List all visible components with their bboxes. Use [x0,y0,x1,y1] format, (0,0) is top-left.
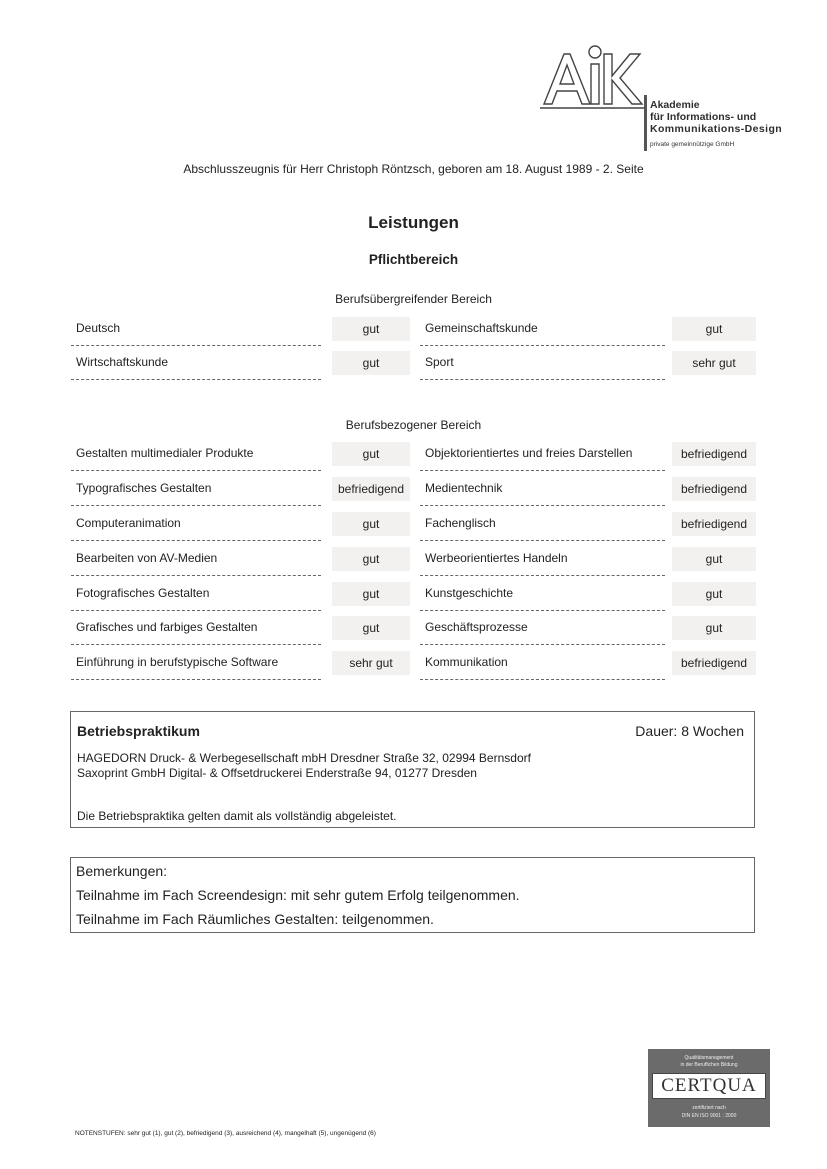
seal-bottom-line-1: zertifiziert nach [692,1105,726,1111]
remarks-box [70,857,755,933]
subject-grade: befriedigend [672,477,756,501]
subject-grade: befriedigend [332,477,410,501]
subject-grade: gut [332,351,410,375]
page-title: Leistungen [368,213,459,232]
subject-grade: gut [672,582,756,606]
logo-divider [644,95,647,151]
subject-name: Grafisches und farbiges Gestalten [71,610,321,645]
document-header: Abschlusszeugnis für Herr Christoph Röntzsch, geboren am 18. August 1989 - 2. Seite [183,162,644,176]
subject-grade: befriedigend [672,442,756,466]
subject-grade: sehr gut [672,351,756,375]
aik-logo [540,42,650,117]
section-heading-general: Berufsübergreifender Bereich [335,292,492,306]
internship-company-1: HAGEDORN Druck- & Werbegesellschaft mbH Dresdner Straße 32, 02994 Bernsdorf [77,751,531,765]
grade-scale-footer: NOTENSTUFEN: sehr gut (1), gut (2), befriedigend (3), ausreichend (4), mangelhaft (5), ungenügend (6) [75,1130,376,1137]
seal-bottom-line-2: DIN EN ISO 9001 : 2000 [681,1113,737,1119]
subject-name: Typografisches Gestalten [71,471,321,506]
subject-name: Gemeinschaftskunde [420,311,665,346]
page-subtitle: Pflichtbereich [368,252,459,267]
subject-grade: gut [332,512,410,536]
internship-duration: Dauer: 8 Wochen [635,723,744,739]
subject-grade: gut [332,317,410,341]
subject-name: Kunstgeschichte [420,576,665,611]
subject-name: Objektorientiertes und freies Darstellen [420,436,665,471]
section-heading-vocational: Berufsbezogener Bereich [345,418,482,432]
subject-name: Einführung in berufstypische Software [71,645,321,680]
internship-box [70,711,755,828]
remarks-line-2: Teilnahme im Fach Räumliches Gestalten: teilgenommen. [76,911,434,927]
subject-name: Fachenglisch [420,506,665,541]
subject-grade: sehr gut [332,651,410,675]
subject-grade: gut [332,582,410,606]
subject-name: Sport [420,345,665,380]
remarks-line-1: Teilnahme im Fach Screendesign: mit sehr gutem Erfolg teilgenommen. [76,887,520,903]
seal-top-line-1: Qualitätsmanagement [684,1055,734,1061]
certqua-seal [648,1049,770,1127]
subject-grade: gut [332,616,410,640]
subject-name: Deutsch [71,311,321,346]
subject-grade: gut [672,317,756,341]
internship-company-2: Saxoprint GmbH Digital- & Offsetdruckerei Enderstraße 94, 01277 Dresden [77,766,477,780]
subject-name: Gestalten multimedialer Produkte [71,436,321,471]
subject-grade: befriedigend [672,512,756,536]
internship-note: Die Betriebspraktika gelten damit als vollständig abgeleistet. [77,809,397,823]
subject-grade: gut [672,616,756,640]
logo-line-3: Kommunikations-Design [650,123,783,135]
seal-top-line-2: in der Beruflichen Bildung [680,1062,738,1068]
internship-title: Betriebspraktikum [77,723,200,739]
subject-grade: gut [672,547,756,571]
logo-line-2: für Informations- und [650,111,757,123]
subject-grade: befriedigend [672,651,756,675]
remarks-label: Bemerkungen: [76,863,168,879]
subject-grade: gut [332,547,410,571]
seal-name: CERTQUA [652,1073,766,1099]
logo-line-1: Akademie [650,99,700,111]
subject-name: Medientechnik [420,471,665,506]
subject-name: Werbeorientiertes Handeln [420,541,665,576]
subject-name: Geschäftsprozesse [420,610,665,645]
subject-name: Computeranimation [71,506,321,541]
subject-name: Bearbeiten von AV-Medien [71,541,321,576]
subject-name: Wirtschaftskunde [71,345,321,380]
logo-tagline: private gemeinnützige GmbH [650,141,735,148]
subject-name: Fotografisches Gestalten [71,576,321,611]
subject-name: Kommunikation [420,645,665,680]
subject-grade: gut [332,442,410,466]
